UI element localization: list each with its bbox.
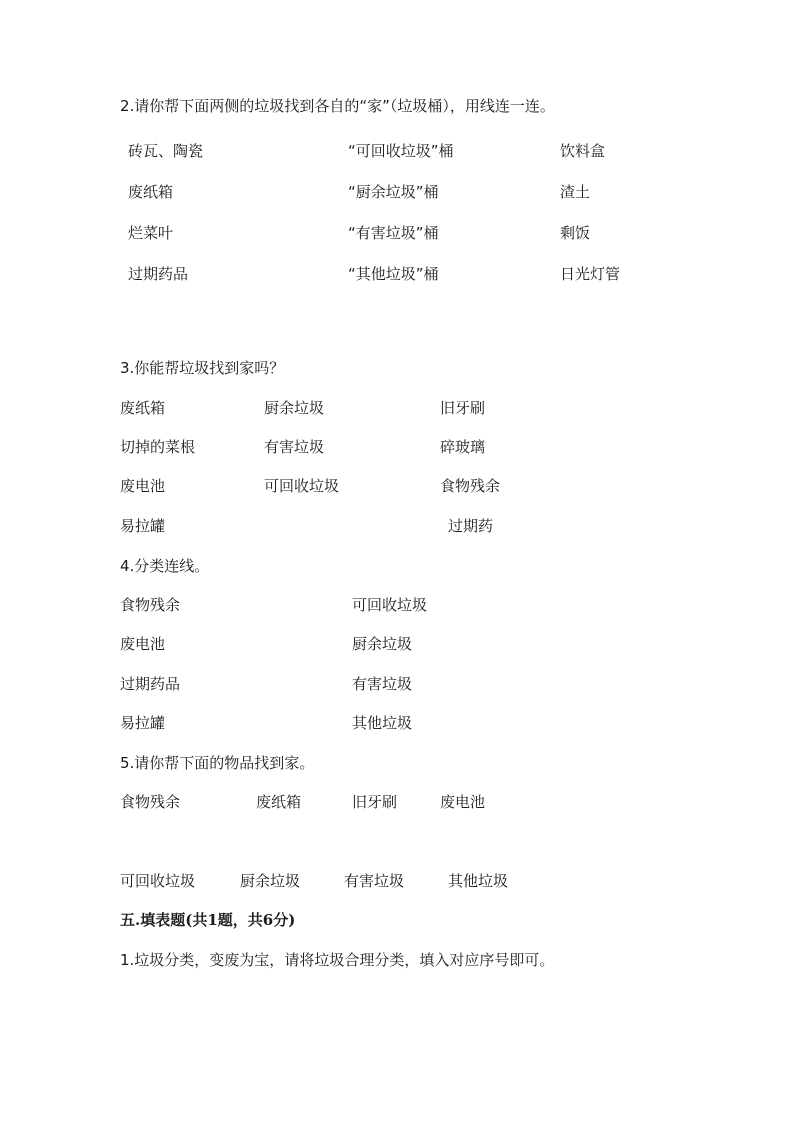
q2-bin-item: “有害垃圾”桶 (348, 224, 439, 242)
q3-bin-item: 可回收垃圾 (264, 477, 340, 495)
q5-item: 食物残余 (120, 793, 181, 811)
q3-left-item: 切掉的菜根 (120, 438, 196, 456)
q4-right-item: 可回收垃圾 (352, 596, 428, 614)
q3-right-item: 旧牙刷 (440, 399, 486, 417)
q3-right-item: 碎玻璃 (440, 438, 486, 456)
q4-right-item: 其他垃圾 (352, 714, 413, 732)
q3-right-item: 食物残余 (440, 477, 501, 495)
section5-q1: 1.垃圾分类，变废为宝，请将垃圾合理分类，填入对应序号即可。 (120, 951, 555, 969)
q5-bin: 有害垃圾 (344, 872, 405, 890)
q5-item: 废电池 (440, 793, 486, 811)
q5-bin: 可回收垃圾 (120, 872, 196, 890)
q5-item: 废纸箱 (256, 793, 302, 811)
q3-left-item: 易拉罐 (120, 517, 166, 535)
q2-left-item: 废纸箱 (128, 183, 174, 201)
q4-title: 4.分类连线。 (120, 557, 210, 575)
q4-left-item: 食物残余 (120, 596, 181, 614)
q3-bin-item: 有害垃圾 (264, 438, 325, 456)
q2-right-item: 日光灯管 (560, 265, 621, 283)
q2-right-item: 渣土 (560, 183, 591, 201)
q3-right-item: 过期药 (448, 517, 494, 535)
q2-bin-item: “其他垃圾”桶 (348, 265, 439, 283)
q3-title: 3.你能帮垃圾找到家吗？ (120, 359, 285, 377)
q2-left-item: 过期药品 (128, 265, 189, 283)
q4-right-item: 有害垃圾 (352, 675, 413, 693)
q2-right-item: 饮料盒 (560, 142, 606, 160)
section-heading: 五.填表题(共1题，共6分) (120, 911, 296, 929)
q2-title: 2.请你帮下面两侧的垃圾找到各自的“家”（垃圾桶），用线连一连。 (120, 97, 555, 115)
q2-bin-item: “厨余垃圾”桶 (348, 183, 439, 201)
q2-bin-item: “可回收垃圾”桶 (348, 142, 454, 160)
q5-item: 旧牙刷 (352, 793, 398, 811)
q4-right-item: 厨余垃圾 (352, 635, 413, 653)
q5-title: 5.请你帮下面的物品找到家。 (120, 754, 315, 772)
q2-left-item: 烂菜叶 (128, 224, 174, 242)
q4-left-item: 过期药品 (120, 675, 181, 693)
q4-left-item: 废电池 (120, 635, 166, 653)
q2-left-item: 砖瓦、陶瓷 (128, 142, 204, 160)
q4-left-item: 易拉罐 (120, 714, 166, 732)
q3-bin-item: 厨余垃圾 (264, 399, 325, 417)
q5-bin: 厨余垃圾 (240, 872, 301, 890)
q5-bin: 其他垃圾 (448, 872, 509, 890)
q3-left-item: 废纸箱 (120, 399, 166, 417)
q2-right-item: 剩饭 (560, 224, 591, 242)
q3-left-item: 废电池 (120, 477, 166, 495)
